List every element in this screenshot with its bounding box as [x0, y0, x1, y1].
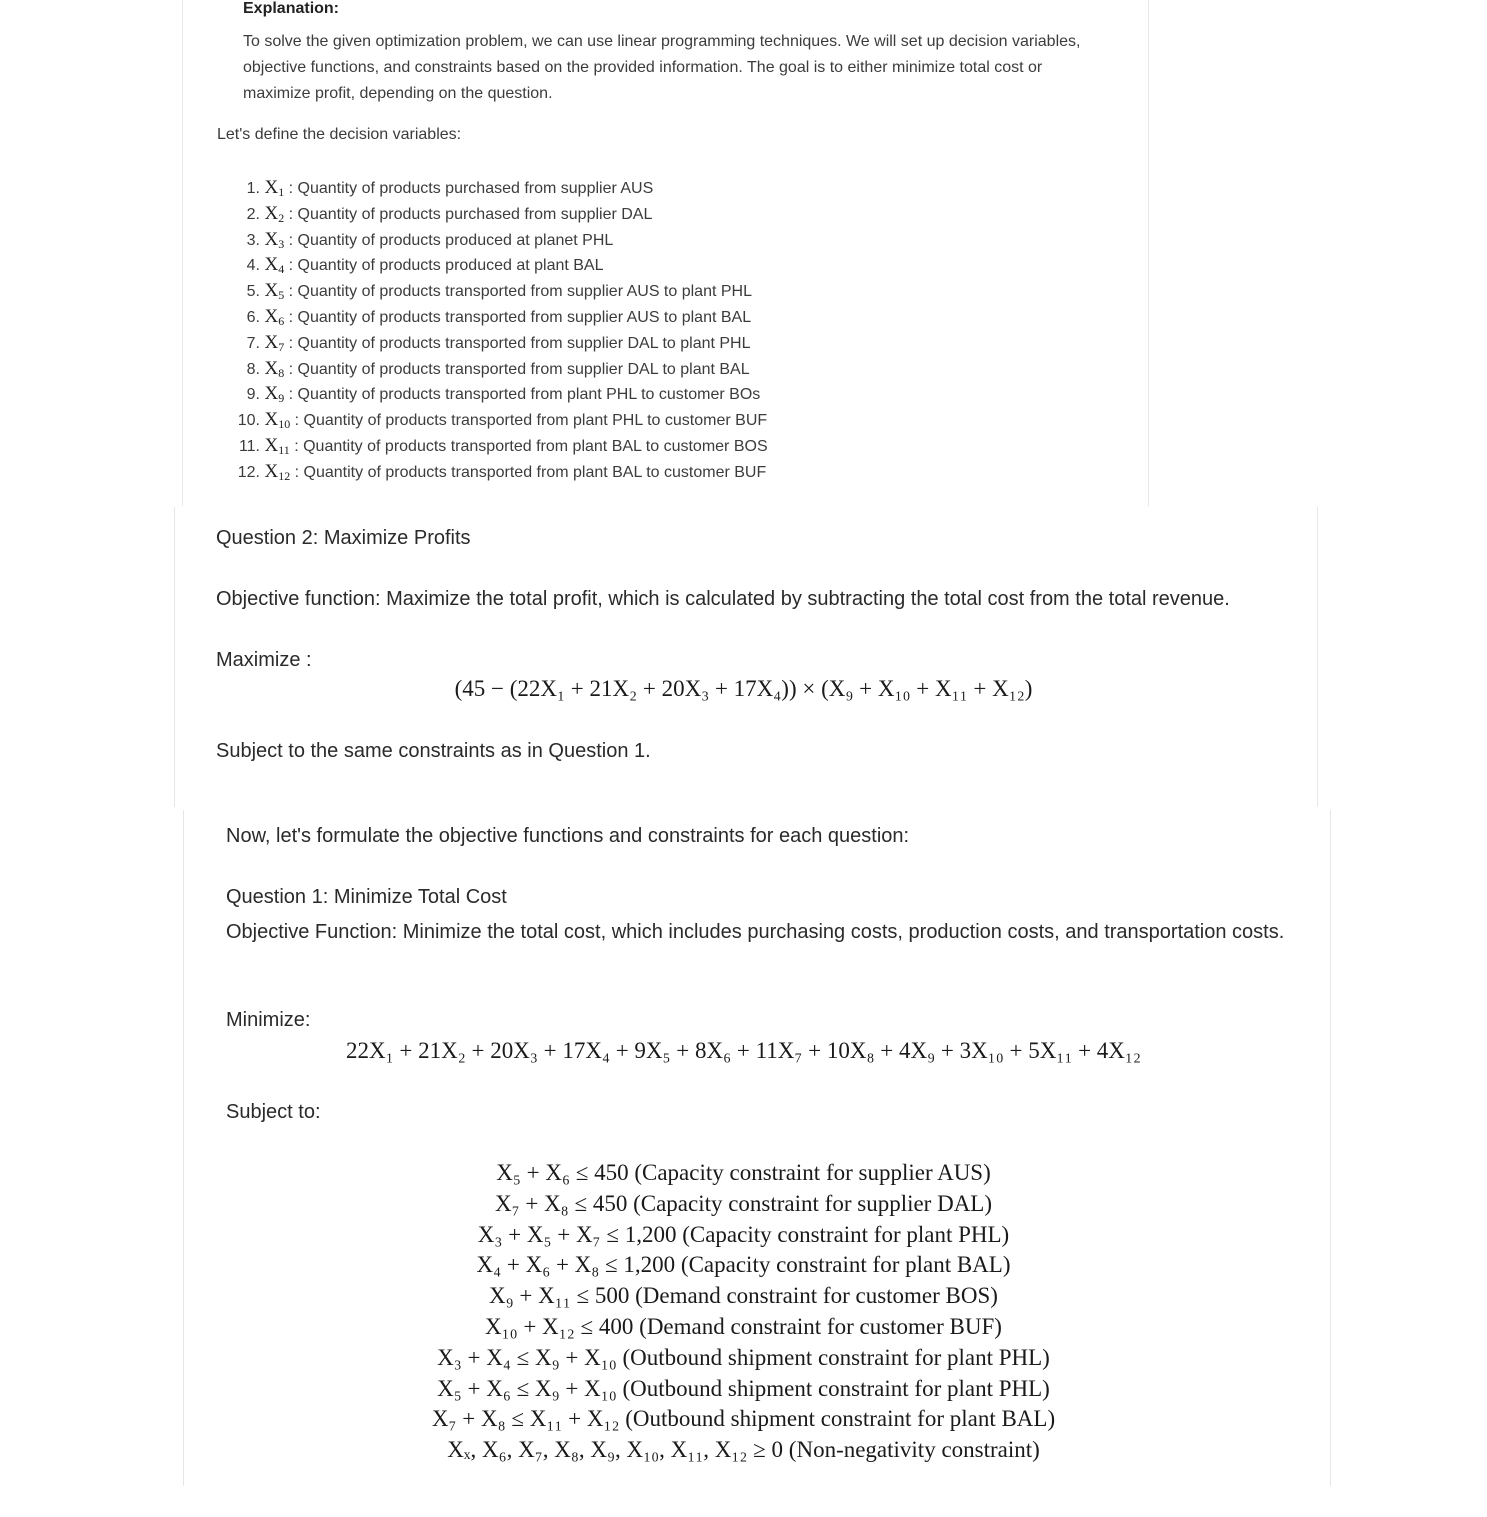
variable-symbol: $X_1$ [264, 177, 285, 199]
variable-item [230, 201, 768, 227]
decision-variable-list [230, 175, 768, 485]
variable-item [230, 459, 768, 485]
variable-description: : Quantity of products transported from supplier AUS to plant BAL [288, 308, 752, 326]
variable-item [230, 407, 768, 433]
variable-symbol: $X_4$ [264, 254, 285, 277]
variable-description: : Quantity of products produced at planet PHL [288, 231, 614, 249]
variable-description: : Quantity of products purchased from supplier AUS [288, 180, 654, 197]
constraint-row: X₉ + X₁₁ ≤ 500 (Demand constraint for customer BOS) [489, 1283, 998, 1309]
variable-symbol: $X_7$ [264, 331, 285, 354]
variable-description: : Quantity of products transported from plant BAL to customer BOS [294, 437, 768, 455]
q2-title: Question 2: Maximize Profits [216, 527, 471, 549]
constraint-row: X₇ + X₈ ≤ X₁₁ + X₁₂ (Outbound shipment constraint for plant BAL) [431, 1406, 1056, 1432]
variable-number: 2. [246, 205, 260, 223]
constraint-row: X₅ + X₆ ≤ 450 (Capacity constraint for supplier AUS) [496, 1160, 991, 1185]
q2-subject: Subject to the same constraints as in Question 1. [216, 740, 651, 762]
q2-objective: Objective function: Maximize the total profit, which is calculated by subtracting the total cost from the total revenue. [216, 588, 1230, 610]
variable-description: : Quantity of products transported from plant PHL to customer BUF [294, 412, 768, 430]
variable-description: : Quantity of products purchased from supplier DAL [288, 205, 653, 223]
variable-item [230, 278, 768, 304]
variable-item [230, 330, 768, 356]
variable-item [230, 356, 768, 382]
variable-symbol: $X_3$ [264, 228, 285, 251]
variable-number: 3. [246, 231, 260, 249]
variable-number: 10. [237, 412, 260, 430]
constraint-row: X₅ + X₆ ≤ X₉ + X₁₀ (Outbound shipment constraint for plant PHL) [437, 1375, 1050, 1401]
variables-intro: Let's define the decision variables: [217, 126, 462, 143]
variable-symbol: $X_5$ [264, 280, 285, 303]
variable-symbol: $X_6$ [264, 305, 285, 328]
variable-number: 9. [246, 386, 260, 404]
variable-item [230, 175, 768, 201]
variable-number: 11. [238, 437, 260, 455]
explanation-heading: Explanation: [243, 0, 340, 17]
variable-description: : Quantity of products transported from plant PHL to customer BOs [288, 386, 761, 404]
variable-number: 7. [246, 334, 260, 352]
variable-description: : Quantity of products transported from supplier DAL to plant BAL [288, 360, 750, 378]
q1-formula: 22X₁ + 21X₂ + 20X₃ + 17X₄ + 9X₅ + 8X₆ + 11X₇ + 10X₈ + 4X₉ + 3X₁₀ + 5X₁₁ + 4X₁₂ [346, 1038, 1141, 1063]
variable-symbol: $X_8$ [264, 357, 285, 380]
q1-minimize-label: Minimize: [226, 1009, 311, 1031]
q2-formula: (45 − (22X₁ + 21X₂ + 20X₃ + 17X₄)) × (X₉ + X₁₀ + X₁₁ + X₁₂) [454, 676, 1033, 701]
variable-description: : Quantity of products transported from supplier AUS to plant PHL [288, 283, 752, 301]
q1-intro: Now, let's formulate the objective functions and constraints for each question: [226, 825, 910, 847]
constraint-row: X₇ + X₈ ≤ 450 (Capacity constraint for supplier DAL) [494, 1190, 993, 1216]
constraint-row: Xₓ, X₆, X₇, X₈, X₉, X₁₀, X₁₁, X₁₂ ≥ 0 (Non-negativity constraint) [447, 1437, 1040, 1463]
variable-symbol: $X_9$ [264, 383, 285, 406]
variable-symbol: $X_{10}$ [264, 409, 291, 432]
explanation-paragraph: To solve the given optimization problem, we can use linear programming techniques. We will set up decision variables, objective functions, and constraints based on the provided information. The goal is to either minimize total cost or maximize profit, depending on the question. [243, 33, 1081, 102]
constraint-row: X₄ + X₆ + X₈ ≤ 1,200 (Capacity constraint for plant BAL) [476, 1252, 1011, 1278]
variable-number: 12. [237, 463, 260, 481]
constraint-row: X₃ + X₄ ≤ X₉ + X₁₀ (Outbound shipment constraint for plant PHL) [437, 1344, 1050, 1370]
variable-symbol: $X_2$ [264, 202, 285, 225]
variable-item [230, 252, 768, 278]
variable-number: 5. [246, 283, 260, 301]
variable-symbol: $X_{12}$ [264, 460, 291, 483]
constraint-row: X₃ + X₅ + X₇ ≤ 1,200 (Capacity constraint for plant PHL) [477, 1221, 1010, 1247]
variable-item [230, 227, 768, 253]
variable-description: : Quantity of products transported from plant BAL to customer BUF [294, 463, 767, 481]
constraint-row: X₁₀ + X₁₂ ≤ 400 (Demand constraint for customer BUF) [485, 1313, 1002, 1339]
variable-item [230, 304, 768, 330]
variable-number: 6. [246, 308, 260, 326]
variable-description: : Quantity of products transported from supplier DAL to plant PHL [288, 334, 751, 352]
q1-title: Question 1: Minimize Total Cost [226, 886, 507, 908]
q1-subject-label: Subject to: [226, 1101, 321, 1123]
constraint-list [0, 1158, 1487, 1466]
q2-maximize-label: Maximize : [216, 649, 312, 671]
q1-objective: Objective Function: Minimize the total cost, which includes purchasing costs, production costs, and transportation costs. [226, 921, 1285, 943]
variable-symbol: $X_{11}$ [264, 434, 290, 457]
variable-description: : Quantity of products produced at plant BAL [288, 257, 604, 275]
variable-number: 8. [246, 360, 260, 378]
variable-item [230, 381, 768, 407]
variable-number: 4. [246, 257, 260, 275]
variable-item [230, 433, 768, 459]
variable-number: 1. [246, 180, 260, 197]
